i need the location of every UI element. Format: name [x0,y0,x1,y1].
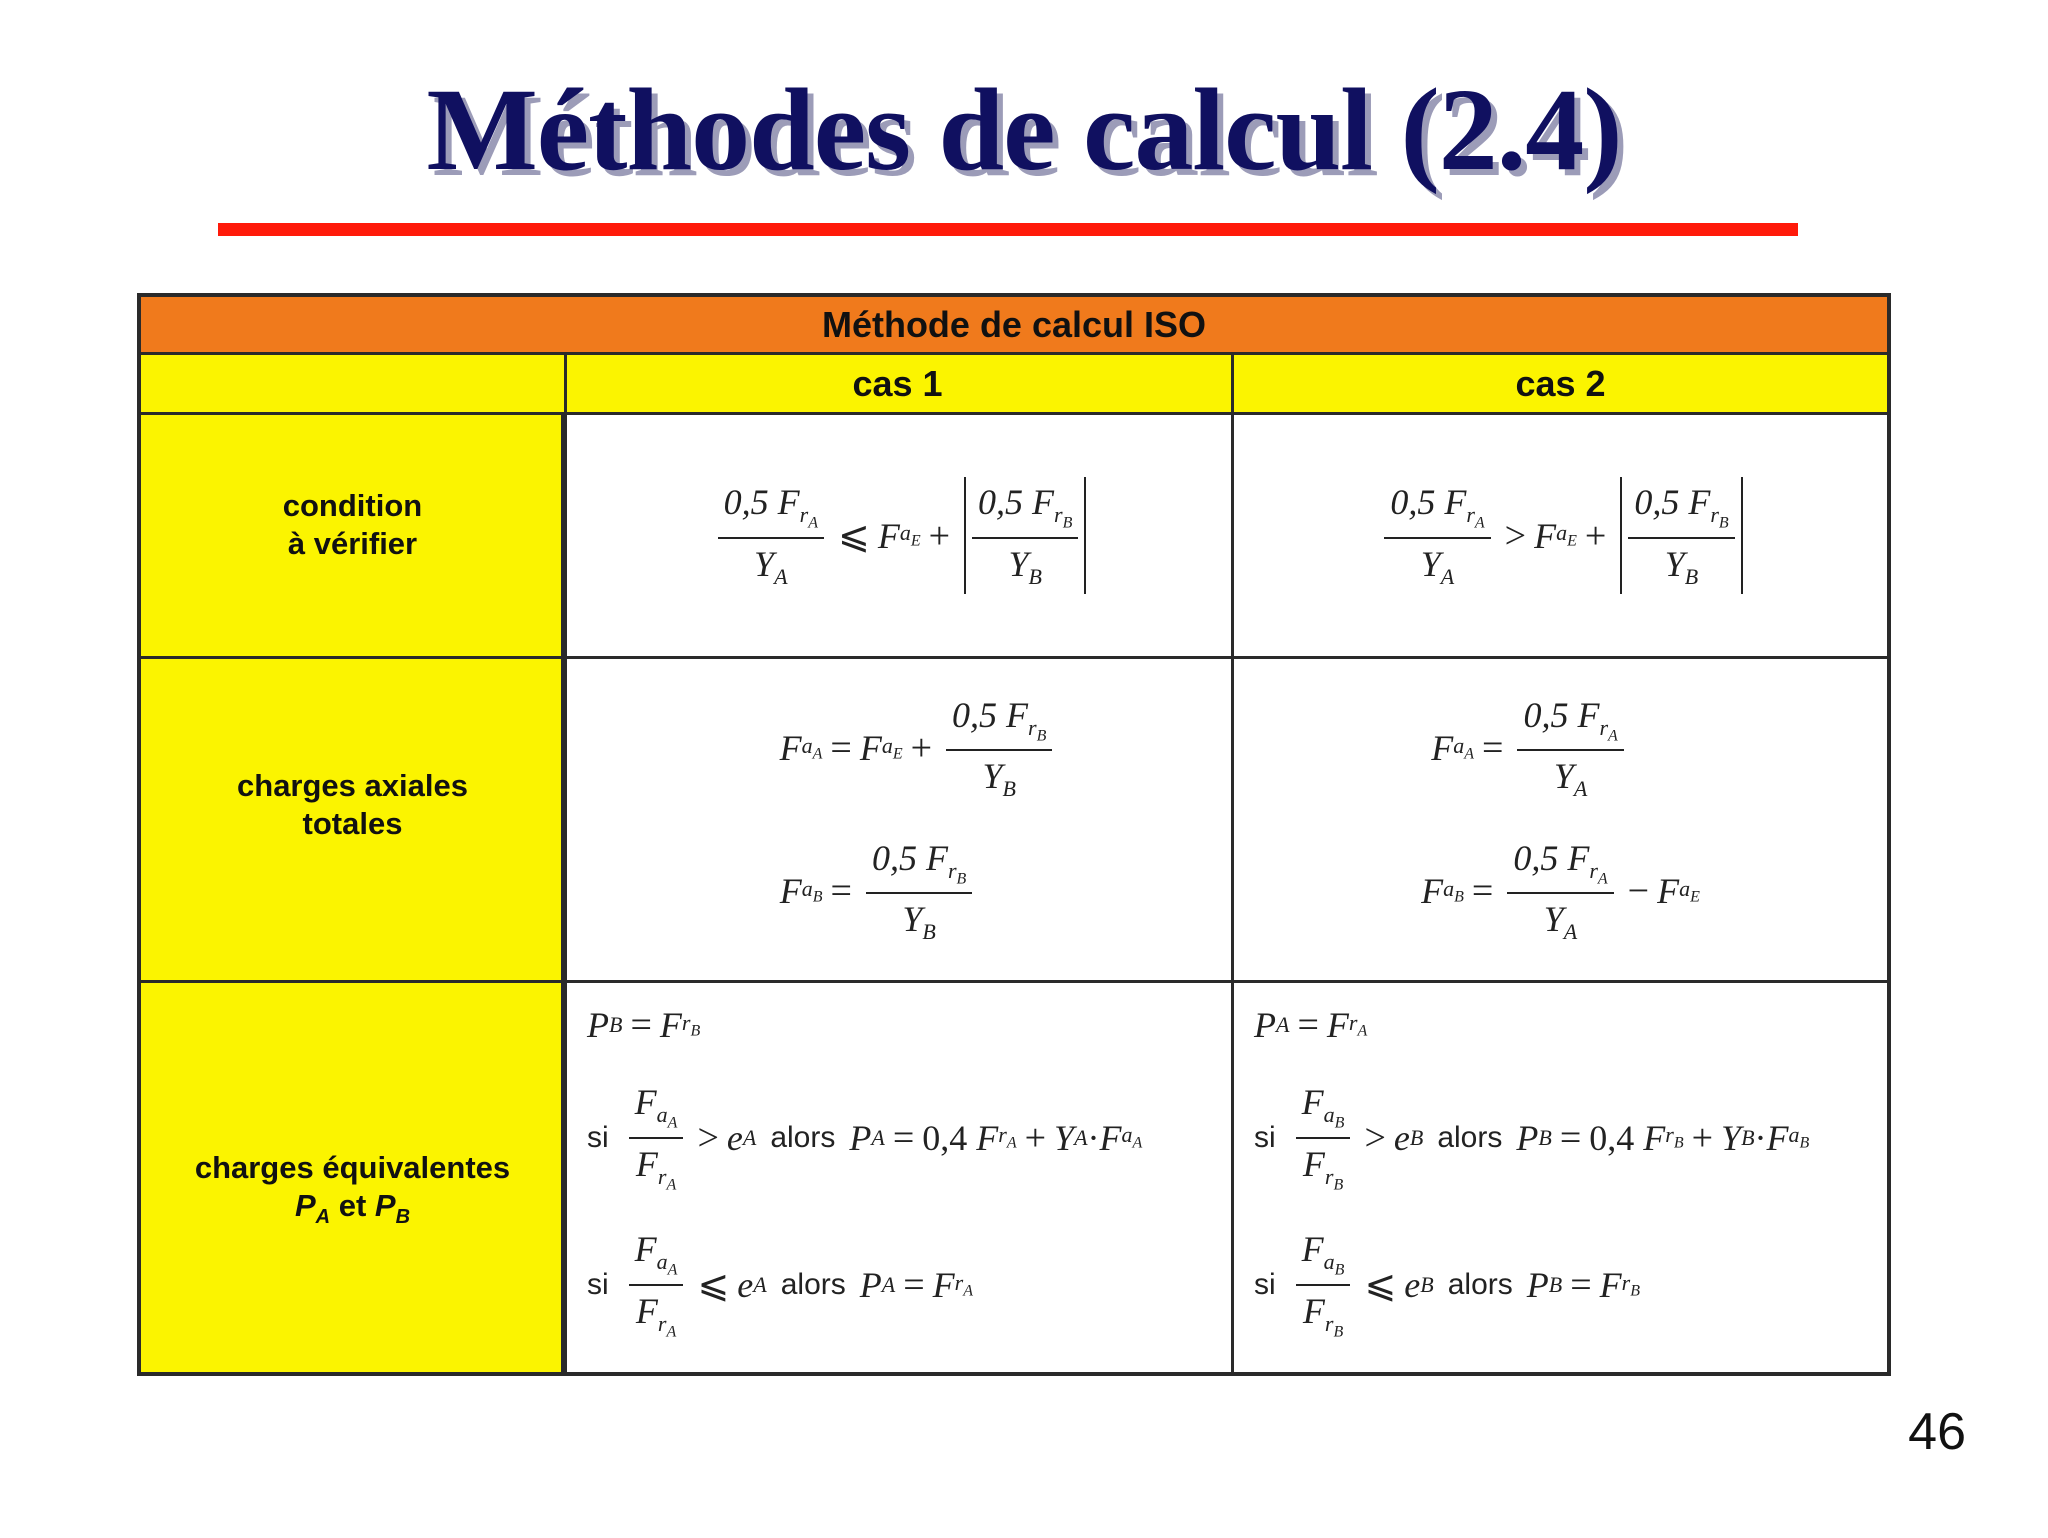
fraction: $\frac{0,5 F_{r_A}}{Y_A}$ [1384,481,1490,590]
axial-case-2 [1234,659,1887,980]
table-header: Méthode de calcul ISO [141,297,1887,355]
case-1-header: cas 1 [852,363,943,404]
condition-case-1: $\frac{0,5 F_{r_A}}{Y_A}$ ⩽ F $a_E$ + $\frac{0,5 F_{r_B}}{Y_B}$ [567,415,1231,656]
bracket-expression: $\frac{0,5 F_{r_B}}{Y_B}$ [964,477,1086,594]
equation-si-gt: si $\frac{F_{a_B}}{F_{r_B}}$ > e B alors P B = 0,4 F $r_B$ + Y B · F $a_B$ [1254,1082,1810,1194]
label-line [141,1187,564,1236]
row-label-axial [141,767,564,843]
label-line: totales [302,806,403,841]
label-line: à vérifier [287,526,418,561]
slide-title: Méthodes de calcul (2.4) [426,64,1622,195]
row-label-condition [141,487,564,563]
condition-case-2: $\frac{0,5 F_{r_A}}{Y_A}$ > F $a_E$ + $\frac{0,5 F_{r_B}}{Y_B}$ [1234,415,1887,656]
leq-symbol: ⩽ [837,515,870,557]
equation-si-leq: si $\frac{F_{a_B}}{F_{r_B}}$ ⩽ e B alors P B = F $r_B$ [1254,1229,1640,1341]
row-label-equivalent [141,1149,564,1236]
equivalent-case-2 [1234,983,1887,1376]
label-line: condition [282,488,423,523]
label-sub: B [395,1206,411,1229]
page-number: 46 [1908,1403,1966,1461]
label-P: P [374,1188,396,1223]
gt-symbol: > [1504,514,1527,557]
equation-FaA: F $a_A$ = F $a_E$ + $\frac{0,5 F_{r_B}}{Y_B}$ [780,694,1059,803]
equation-si-leq: si $\frac{F_{a_A}}{F_{r_A}}$ ⩽ e A alors P A = F $r_A$ [587,1229,973,1341]
label-line: charges équivalentes [194,1150,511,1185]
label-et: et [330,1188,375,1223]
label-P: P [294,1188,316,1223]
label-line: charges axiales [237,768,468,803]
equation-PA: P A = F $r_A$ [1254,1004,1368,1046]
equivalent-case-1 [567,983,1231,1376]
title-underline [218,223,1798,236]
iso-method-table [137,293,1891,1376]
equation-FaA: F $a_A$ = $\frac{0,5 F_{r_A}}{Y_A}$ [1431,694,1630,803]
equation-PB: P B = F $r_B$ [587,1004,701,1046]
label-sub: A [315,1206,331,1229]
cases-header-row [141,355,1887,415]
equation-FaB: F $a_B$ = $\frac{0,5 F_{r_A}}{Y_A}$ − F $a_E$ [1421,837,1700,945]
equation-FaB: F $a_B$ = $\frac{0,5 F_{r_B}}{Y_B}$ [780,837,979,946]
bracket-expression: $\frac{0,5 F_{r_B}}{Y_B}$ [1620,477,1742,594]
equation-si-gt: si $\frac{F_{a_A}}{F_{r_A}}$ > e A alors P A = 0,4 F $r_A$ + Y A · F $a_A$ [587,1082,1143,1194]
case-2-header: cas 2 [1515,363,1606,404]
axial-case-1 [567,659,1231,980]
fraction: $\frac{0,5 F_{r_A}}{Y_A}$ [718,481,824,590]
